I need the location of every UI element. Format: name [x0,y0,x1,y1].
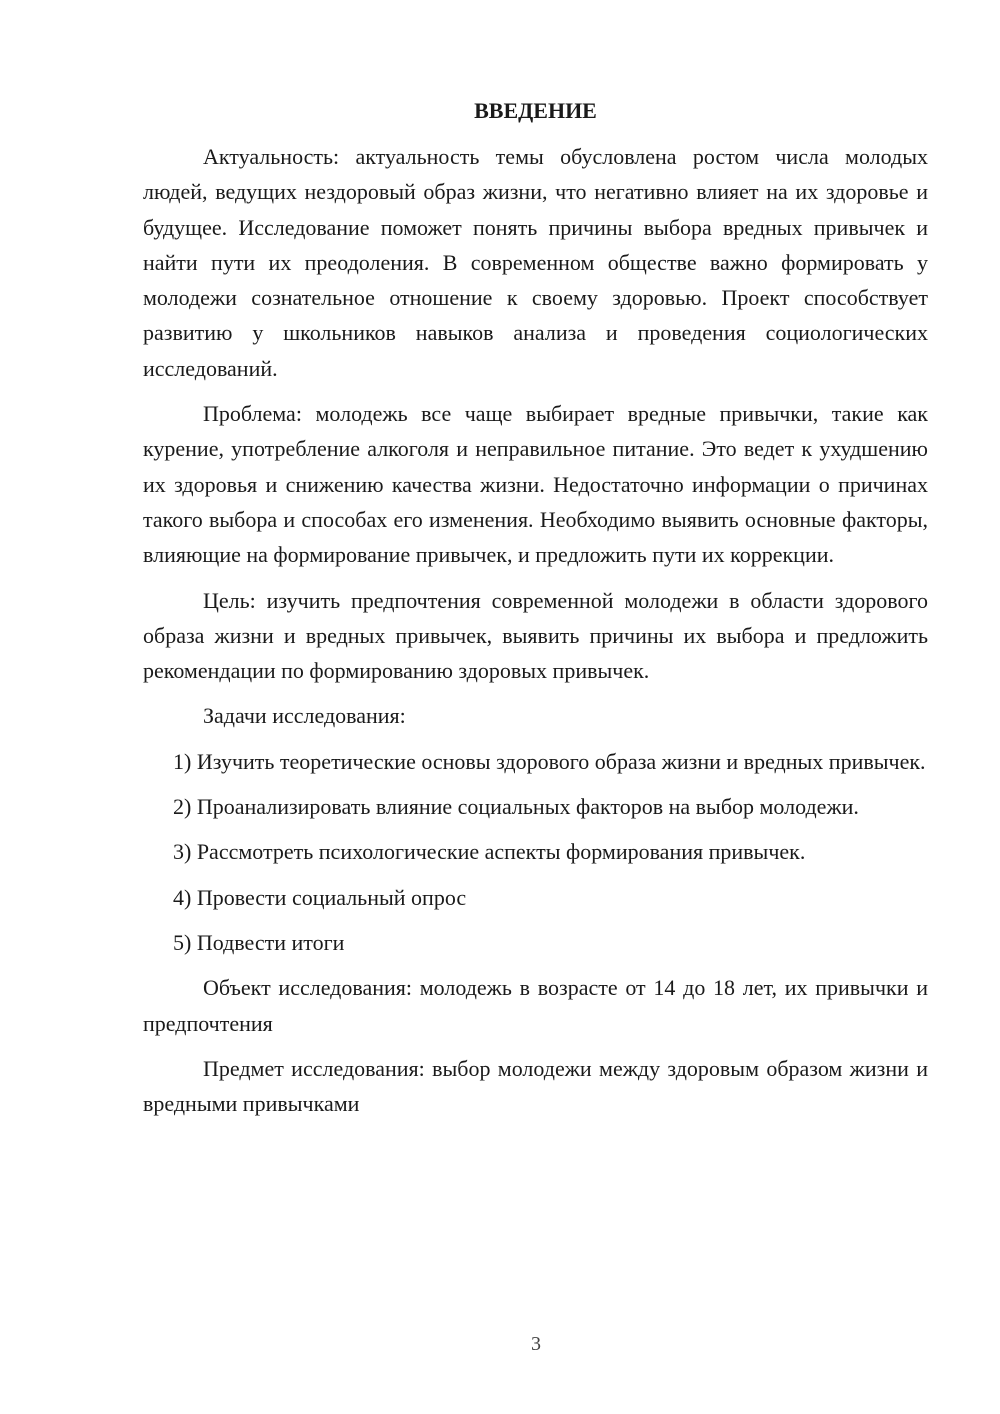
page-number: 3 [531,1333,541,1355]
problem-paragraph: Проблема: молодежь все чаще выбирает вредные привычки, такие как курение, употребление алкоголя и неправильное питание. Это ведет к ухудшению их здоровья и снижению качества жизни. Недостаточно информации о причинах такого выбора и способах его изменения. Необходимо выявить основные факторы, влияющие на формирование привычек, и предложить пути их коррекции. [143,401,928,568]
research-object-paragraph: Объект исследования: молодежь в возрасте от 14 до 18 лет, их привычки и предпочтения [143,975,928,1036]
relevance-paragraph: Актуальность: актуальность темы обусловлена ростом числа молодых людей, ведущих нездоровый образ жизни, что негативно влияет на их здоровье и будущее. Исследование поможет понять причины выбора вредных привычек и найти пути их преодоления. В современном обществе важно формировать у молодежи сознательное отношение к своему здоровью. Проект способствует развитию у школьников навыков анализа и проведения социологических исследований. [143,144,928,381]
goal-paragraph: Цель: изучить предпочтения современной молодежи в области здорового образа жизни и вредных привычек, выявить причины их выбора и предложить рекомендации по формированию здоровых привычек. [143,587,928,684]
task-item-5: 5) Подвести итоги [173,929,345,955]
task-item-1: 1) Изучить теоретические основы здорового образа жизни и вредных привычек. [173,748,926,774]
task-item-4: 4) Провести социальный опрос [173,884,467,910]
page-title: ВВЕДЕНИЕ [474,98,597,123]
research-subject-paragraph: Предмет исследования: выбор молодежи между здоровым образом жизни и вредными привычками [143,1055,928,1117]
page-content [143,94,928,1131]
task-item-2: 2) Проанализировать влияние социальных факторов на выбор молодежи. [173,794,859,820]
tasks-heading: Задачи исследования: [203,703,406,729]
task-item-3: 3) Рассмотреть психологические аспекты формирования привычек. [173,839,806,865]
